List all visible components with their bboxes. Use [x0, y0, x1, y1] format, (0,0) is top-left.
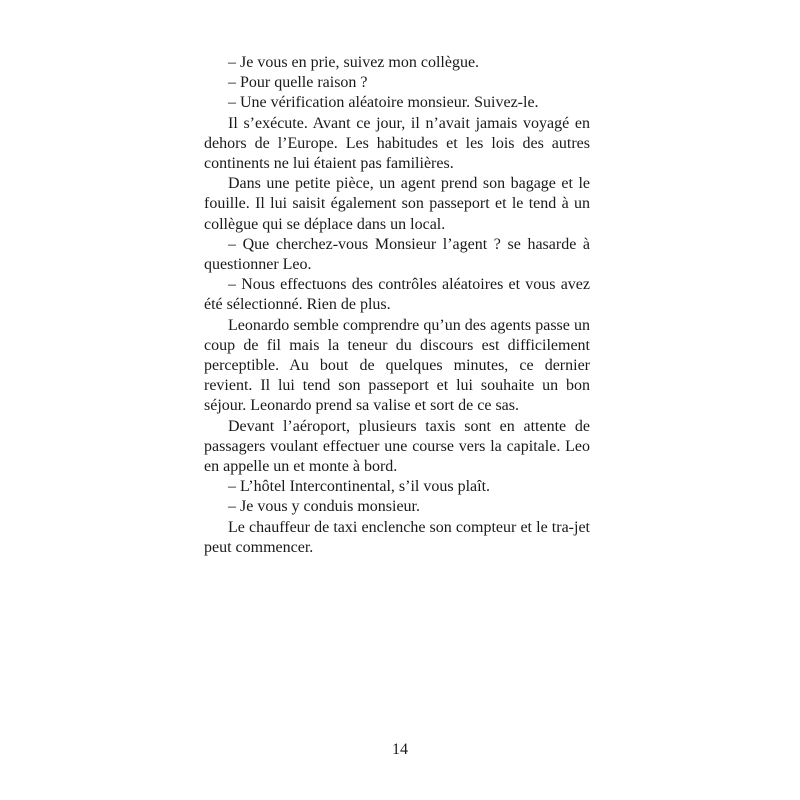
- page-number: 14: [392, 741, 408, 758]
- dialogue-line: – Pour quelle raison ?: [228, 74, 368, 92]
- dialogue-line: – Je vous en prie, suivez mon collègue.: [228, 54, 480, 71]
- paragraph: Le chauffeur de taxi enclenche son compteur et le tra-jet peut commencer.: [204, 518, 590, 556]
- dialogue-line: – Une vérification aléatoire monsieur. Suivez-le.: [228, 94, 539, 112]
- paragraph: Il s’exécute. Avant ce jour, il n’avait jamais voyagé en dehors de l’Europe. Les habitudes et les lois des autres continents ne lui étaient pas familières.: [204, 114, 590, 173]
- dialogue-line: – Que cherchez-vous Monsieur l’agent ? se hasarde à questionner Leo.: [204, 235, 590, 274]
- paragraph: Dans une petite pièce, un agent prend son bagage et le fouille. Il lui saisit également son passeport et le tend à un collègue qui se déplace dans un local.: [204, 175, 590, 233]
- dialogue-line: – Je vous y conduis monsieur.: [228, 498, 420, 516]
- dialogue-line: – Nous effectuons des contrôles aléatoires et vous avez été sélectionné. Rien de plus.: [204, 276, 590, 314]
- paragraph: Leonardo semble comprendre qu’un des agents passe un coup de fil mais la teneur du discours est difficilement perceptible. Au bout de quelques minutes, ce dernier revient. Il lui tend son passeport et lui souhaite un bon séjour. Leonardo prend sa valise et sort de ce sas.: [204, 316, 590, 415]
- dialogue-line: – L’hôtel Intercontinental, s’il vous plaît.: [228, 478, 491, 496]
- paragraph: Devant l’aéroport, plusieurs taxis sont en attente de passagers voulant effectuer une course vers la capitale. Leo en appelle un et monte à bord.: [204, 417, 590, 476]
- page-body: [204, 53, 590, 558]
